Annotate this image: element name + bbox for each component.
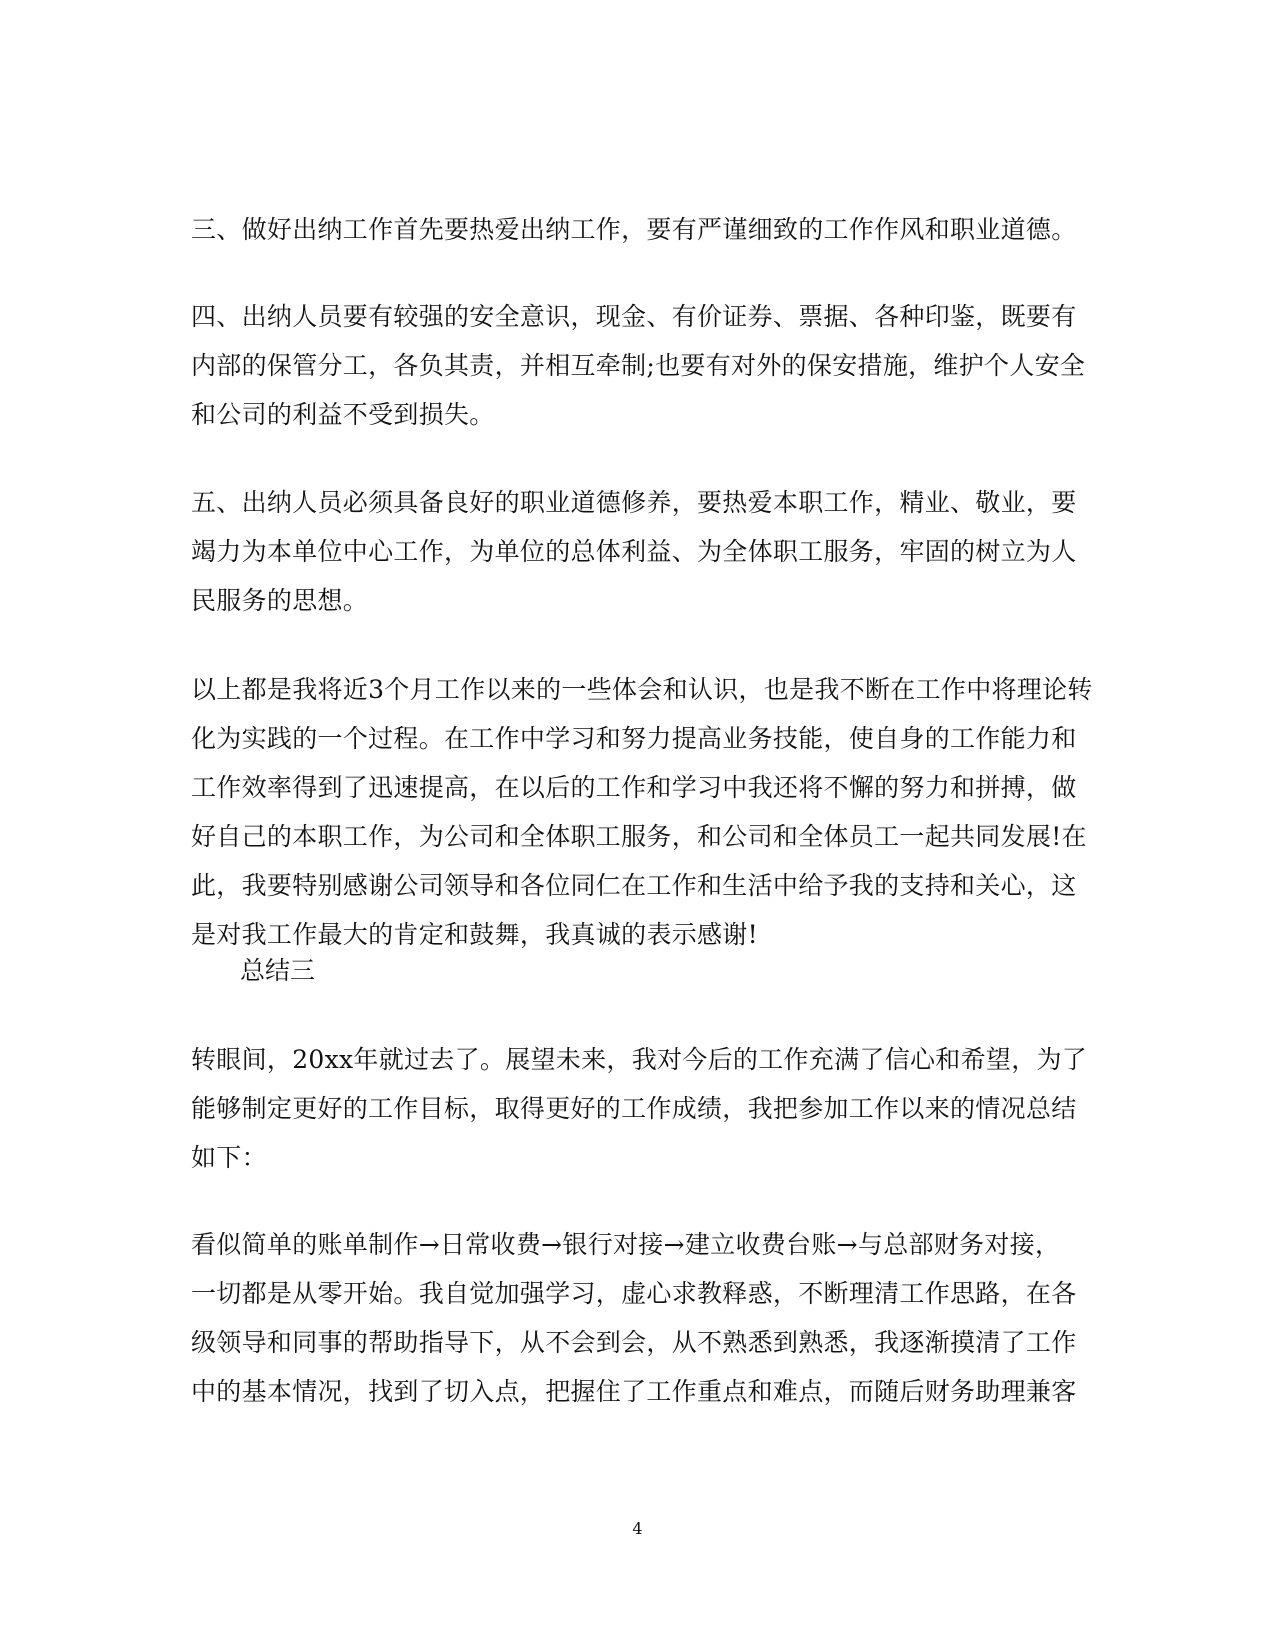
text-line: 工作效率得到了迅速提高，在以后的工作和学习中我还将不懈的努力和拼搏，做 <box>191 773 1077 802</box>
text-line: 级领导和同事的帮助指导下，从不会到会，从不熟悉到熟悉，我逐渐摸清了工作 <box>191 1328 1077 1357</box>
text-line: 化为实践的一个过程。在工作中学习和努力提高业务技能，使自身的工作能力和 <box>191 724 1077 753</box>
text-line: 能够制定更好的工作目标，取得更好的工作成绩，我把参加工作以来的情况总结 <box>191 1094 1077 1123</box>
text-line: 如下： <box>191 1143 267 1172</box>
text-line: 转眼间，20xx年就过去了。展望未来，我对今后的工作充满了信心和希望，为了 <box>191 1045 1088 1074</box>
page-number: 4 <box>632 1519 643 1538</box>
paragraph-summary <box>191 665 1093 959</box>
paragraph-3 <box>191 205 1081 254</box>
paragraph-process <box>191 1220 1081 1416</box>
text-line: 五、出纳人员必须具备良好的职业道德修养，要热爱本职工作，精业、敬业，要 <box>191 488 1077 517</box>
paragraph-4 <box>191 292 1086 439</box>
text-line: 三、做好出纳工作首先要热爱出纳工作，要有严谨细致的工作作风和职业道德。 <box>191 215 1077 244</box>
text-line: 竭力为本单位中心工作，为单位的总体利益、为全体职工服务，牢固的树立为人 <box>191 537 1077 566</box>
paragraph-intro <box>191 1035 1088 1182</box>
text-line: 一切都是从零开始。我自觉加强学习，虚心求教释惑，不断理清工作思路，在各 <box>191 1279 1077 1308</box>
text-line: 此，我要特别感谢公司领导和各位同仁在工作和生活中给予我的支持和关心，这 <box>191 871 1077 900</box>
paragraph-5 <box>191 478 1081 625</box>
text-line: 是对我工作最大的肯定和鼓舞，我真诚的表示感谢! <box>191 920 758 949</box>
text-line: 好自己的本职工作，为公司和全体职工服务，和公司和全体员工一起共同发展!在 <box>191 822 1087 851</box>
text-line: 内部的保管分工，各负其责，并相互牵制;也要有对外的保安措施，维护个人安全 <box>191 351 1086 380</box>
text-line: 四、出纳人员要有较强的安全意识，现金、有价证券、票据、各种印鉴，既要有 <box>191 302 1077 331</box>
section-heading: 总结三 <box>240 956 316 985</box>
text-line: 以上都是我将近3个月工作以来的一些体会和认识，也是我不断在工作中将理论转 <box>191 675 1093 704</box>
text-line: 和公司的利益不受到损失。 <box>191 400 495 429</box>
text-line: 看似简单的账单制作→日常收费→银行对接→建立收费台账→与总部财务对接， <box>191 1230 1061 1259</box>
text-line: 中的基本情况，找到了切入点，把握住了工作重点和难点，而随后财务助理兼客 <box>191 1377 1077 1406</box>
text-line: 民服务的思想。 <box>191 586 369 615</box>
